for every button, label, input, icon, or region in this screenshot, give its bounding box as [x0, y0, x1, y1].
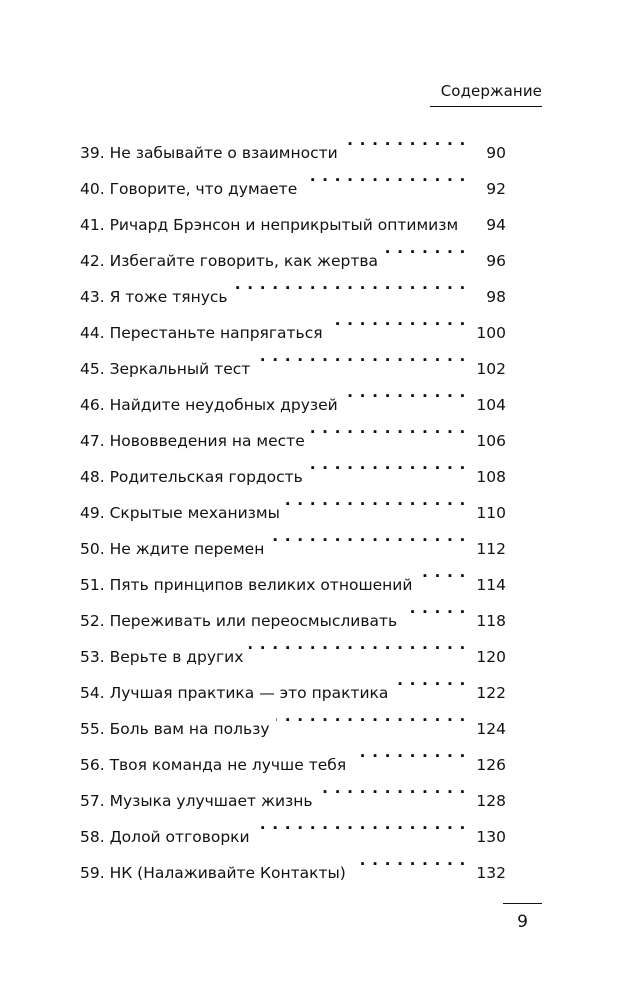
toc-entry-title: 58. Долой отговорки — [80, 828, 250, 846]
toc-entry-page: 104 — [476, 396, 506, 414]
dot-leader — [276, 698, 466, 734]
toc-entry-page: 94 — [486, 216, 506, 234]
toc-entry-title: 41. Ричард Брэнсон и неприкрытый оптимизм — [80, 216, 459, 234]
toc-entry-page: 132 — [476, 864, 506, 882]
toc-entry-title: 49. Скрытые механизмы — [80, 504, 280, 522]
header-rule — [430, 106, 542, 107]
toc-entry-title: 47. Нововведения на месте — [80, 432, 305, 450]
toc-entry-title: 42. Избегайте говорить, как жертва — [80, 252, 379, 270]
toc-entry-page: 118 — [476, 612, 506, 630]
toc-entry-page: 128 — [476, 792, 506, 810]
dot-leader — [234, 266, 466, 302]
dot-leader — [384, 230, 466, 266]
dot-leader — [303, 158, 466, 194]
footer-rule — [503, 903, 542, 904]
dot-leader — [418, 554, 466, 590]
dot-leader — [394, 662, 466, 698]
toc-entry-page: 122 — [476, 684, 506, 702]
dot-leader — [403, 590, 466, 626]
page-number: 9 — [517, 912, 528, 932]
toc-entry-page: 108 — [476, 468, 506, 486]
dot-leader — [256, 806, 466, 842]
toc-entry-title: 56. Твоя команда не лучше тебя — [80, 756, 347, 774]
toc-entry-page: 124 — [476, 720, 506, 738]
toc-entry-title: 44. Перестаньте напрягаться — [80, 324, 323, 342]
toc-entry-page: 98 — [486, 288, 506, 306]
toc-entry-title: 43. Я тоже тянусь — [80, 288, 228, 306]
toc-entry-page: 92 — [486, 180, 506, 198]
toc-entry-page: 106 — [476, 432, 506, 450]
toc-entry-page: 90 — [486, 144, 506, 162]
toc-entry-title: 39. Не забывайте о взаимности — [80, 144, 338, 162]
toc-entry — [80, 122, 506, 162]
toc-entry-page: 102 — [476, 360, 506, 378]
toc-entry-page: 114 — [476, 576, 506, 594]
toc-entry-title: 59. НК (Налаживайте Контакты) — [80, 864, 346, 882]
toc-entry-page: 112 — [476, 540, 506, 558]
dot-leader — [464, 194, 466, 230]
dot-leader — [352, 734, 466, 770]
dot-leader — [249, 626, 466, 662]
dot-leader — [286, 482, 466, 518]
toc-entry-title: 48. Родительская гордость — [80, 468, 303, 486]
toc-entry-page: 120 — [476, 648, 506, 666]
dot-leader — [329, 302, 466, 338]
toc-entry-page: 126 — [476, 756, 506, 774]
toc-entry-title: 51. Пять принципов великих отношений — [80, 576, 413, 594]
table-of-contents — [80, 122, 506, 882]
dot-leader — [311, 410, 466, 446]
dot-leader — [344, 374, 466, 410]
dot-leader — [319, 770, 466, 806]
dot-leader — [309, 446, 466, 482]
toc-entry-title: 53. Верьте в других — [80, 648, 244, 666]
toc-entry-title: 40. Говорите, что думаете — [80, 180, 298, 198]
toc-entry-page: 110 — [476, 504, 506, 522]
dot-leader — [270, 518, 466, 554]
dot-leader — [256, 338, 466, 374]
toc-entry-page: 130 — [476, 828, 506, 846]
dot-leader — [344, 122, 466, 158]
toc-entry-page: 96 — [486, 252, 506, 270]
toc-entry-page: 100 — [476, 324, 506, 342]
dot-leader — [352, 842, 466, 878]
toc-entry-title: 50. Не ждите перемен — [80, 540, 265, 558]
toc-entry-title: 45. Зеркальный тест — [80, 360, 251, 378]
section-title: Содержание — [440, 82, 542, 100]
toc-entry-title: 46. Найдите неудобных друзей — [80, 396, 338, 414]
toc-entry-title: 55. Боль вам на пользу — [80, 720, 270, 738]
toc-entry-title: 57. Музыка улучшает жизнь — [80, 792, 313, 810]
toc-entry-title: 52. Переживать или переосмысливать — [80, 612, 398, 630]
toc-entry-title: 54. Лучшая практика — это практика — [80, 684, 389, 702]
